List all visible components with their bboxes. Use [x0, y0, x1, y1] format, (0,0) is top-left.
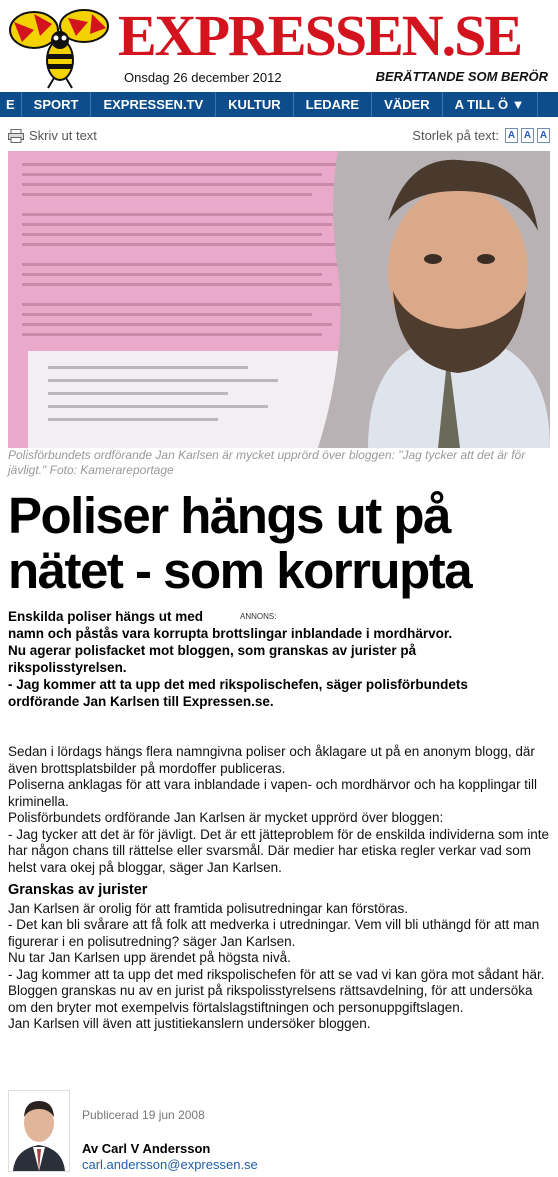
- article-body: [8, 744, 550, 1033]
- author-email-link[interactable]: carl.andersson@expressen.se: [82, 1157, 258, 1172]
- nav-item-home[interactable]: E: [0, 92, 22, 117]
- site-logo[interactable]: EXPRESSEN.SE: [118, 3, 522, 68]
- body-paragraph: Nu tar Jan Karlsen upp ärendet på högsta nivå.: [8, 950, 291, 965]
- photo-illustration: [8, 151, 550, 448]
- site-tagline: BERÄTTANDE SOM BERÖR: [375, 69, 548, 84]
- author-avatar: [8, 1090, 70, 1172]
- current-date: Onsdag 26 december 2012: [124, 70, 282, 85]
- author-box: [8, 1090, 550, 1174]
- body-paragraph: Polisförbundets ordförande Jan Karlsen är mycket upprörd över bloggen:: [8, 810, 444, 825]
- article-toolbar: [8, 126, 550, 146]
- nav-item-ledare[interactable]: LEDARE: [294, 92, 372, 117]
- text-size-control: [412, 128, 550, 143]
- article-subhead: Granskas av jurister: [8, 882, 148, 898]
- article-lead: [8, 608, 528, 710]
- lead-line: Nu agerar polisfacket mot bloggen, som granskas av jurister på rikspolisstyrelsen.: [8, 643, 417, 675]
- author-portrait: [9, 1091, 69, 1171]
- article-photo: [8, 151, 550, 448]
- body-paragraph: Jan Karlsen vill även att justitiekanslern undersöker bloggen.: [8, 1016, 371, 1031]
- nav-item-sport[interactable]: SPORT: [22, 92, 92, 117]
- published-date: Publicerad 19 jun 2008: [82, 1108, 205, 1122]
- body-paragraph: - Det kan bli svårare att få folk att medverka i utredningar. Vem vill bli uthängd för att man figurerar i en polisutredning? säger Jan Karlsen.: [8, 917, 540, 949]
- bee-logo-icon[interactable]: [4, 2, 114, 90]
- text-size-medium-button[interactable]: A: [521, 128, 534, 143]
- nav-item-a-till-o[interactable]: A TILL Ö ▼: [443, 92, 538, 117]
- body-paragraph: Bloggen granskas nu av en jurist på rikspolisstyrelsens rättsavdelning, för att undersöka om den bryter mot exempelvis förtalslagstiftningen och personuppgiftslagen.: [8, 983, 533, 1015]
- nav-item-expressen-tv[interactable]: EXPRESSEN.TV: [91, 92, 216, 117]
- body-paragraph: - Jag tycker att det är för jävligt. Det är ett jätteproblem för de enskilda individerna som inte har någon chans till rättelse eller svarsmål. Där medier har etiska regler verkar vad som helst vara okej på bloggar, säger Jan Karlsen.: [8, 826, 550, 875]
- photo-caption: Polisförbundets ordförande Jan Karlsen är mycket upprörd över bloggen: "Jag tycker att det är för jävligt." Foto: Kamerareportage: [8, 448, 526, 477]
- body-paragraph: Jan Karlsen är orolig för att framtida polisutredningar kan förstöras.: [8, 900, 408, 916]
- author-byline: Av Carl V Andersson: [82, 1141, 211, 1156]
- text-size-large-button[interactable]: A: [537, 128, 550, 143]
- nav-item-vader[interactable]: VÄDER: [372, 92, 443, 117]
- lead-line: namn och påstås vara korrupta brottslingar inblandade i mordhärvor.: [8, 626, 453, 641]
- body-paragraph: Poliserna anklagas för att vara inblandade i vapen- och mordhärvor och ha kopplingar till kriminella.: [8, 777, 538, 809]
- body-paragraph: Sedan i lördags hängs flera namngivna poliser och åklagare ut på en anonym blogg, där även brottsplatsbilder på mordoffer publiceras.: [8, 744, 535, 776]
- article-headline: Poliser hängs ut på nätet - som korrupta: [8, 487, 472, 599]
- nav-item-kultur[interactable]: KULTUR: [216, 92, 293, 117]
- print-link[interactable]: [8, 128, 97, 143]
- ad-label: ANNONS:: [240, 612, 277, 621]
- site-header: [0, 0, 558, 92]
- printer-icon: [8, 129, 24, 143]
- text-size-small-button[interactable]: A: [505, 128, 518, 143]
- body-paragraph: - Jag kommer att ta upp det med rikspolischefen för att se vad vi kan göra mot sådant här.: [8, 966, 545, 982]
- print-label: Skriv ut text: [29, 128, 97, 143]
- text-size-label: Storlek på text:: [412, 128, 499, 143]
- main-nav: [0, 92, 558, 117]
- lead-line: Enskilda poliser hängs ut med: [8, 609, 204, 624]
- lead-line: - Jag kommer att ta upp det med rikspolischefen, säger polisförbundets ordförande Jan Karlsen till Expressen.se.: [8, 677, 468, 709]
